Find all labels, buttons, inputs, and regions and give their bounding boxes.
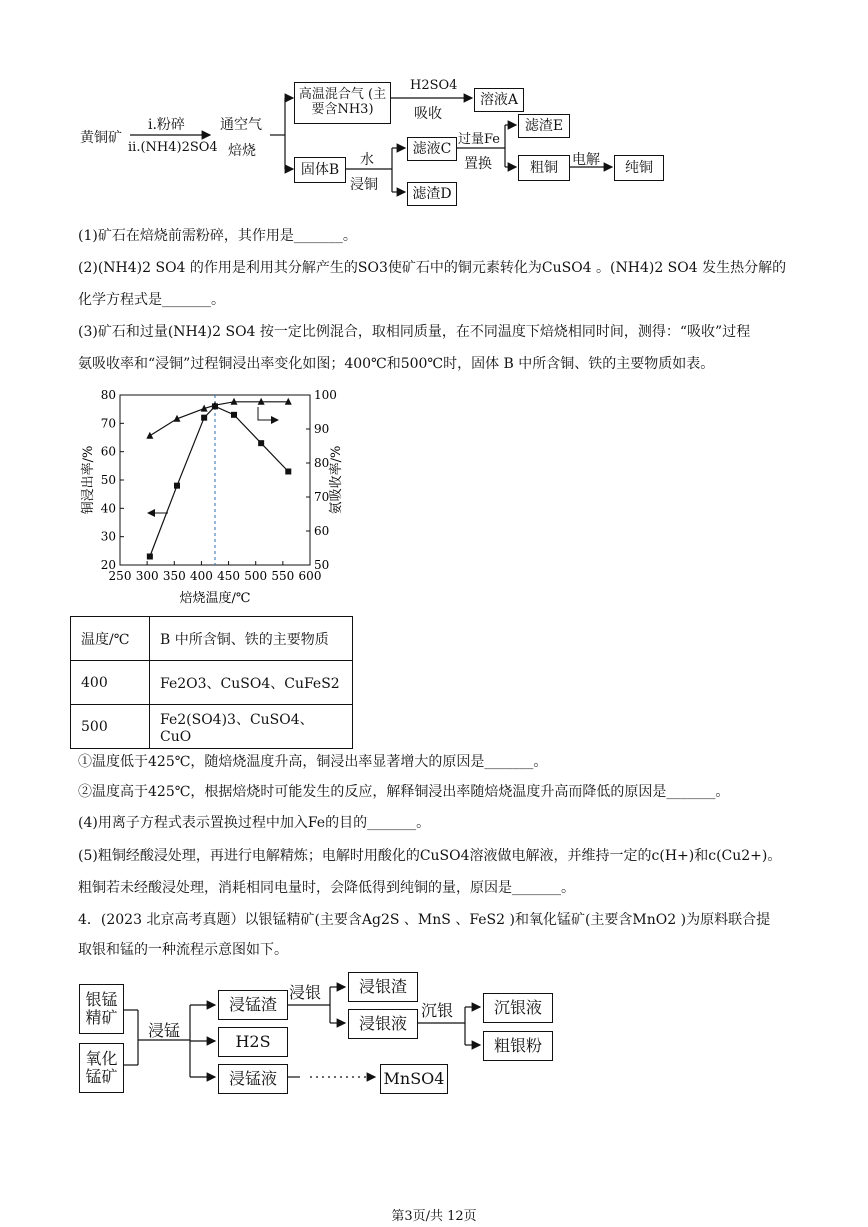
table-row (71, 661, 353, 705)
cu-leach-point (285, 469, 291, 475)
residue-d-box: 滤渣D (407, 182, 457, 206)
x-axis-label: 焙烧温度/℃ (179, 591, 251, 606)
left-y-axis-label: 铜浸出率/% (81, 445, 96, 515)
fe-bottom-label: 置换 (464, 156, 492, 172)
right-y-tick-label: 60 (314, 524, 330, 538)
table-header-row (71, 617, 353, 661)
leach-ag-label: 浸银 (289, 983, 322, 1002)
right-axis-indicator-arrow (258, 407, 278, 420)
question-4: (4)用离子方程式表示置换过程中加入Fe的目的_______。 (78, 815, 431, 831)
mn-solution-box: 浸锰液 (218, 1064, 288, 1094)
question-3-line2: 氨吸收率和“浸铜”过程铜浸出率变化如图；400℃和500℃时，固体 B 中所含铜、铁的主要物质如表。 (78, 356, 715, 372)
mn-residue-box: 浸锰渣 (218, 990, 288, 1020)
x-tick-label: 600 (298, 569, 322, 583)
left-y-tick-label: 70 (100, 416, 116, 431)
air-bottom-label: 焙烧 (228, 143, 256, 159)
left-y-tick-label: 80 (100, 388, 116, 402)
residue-e-box: 滤渣E (518, 114, 570, 138)
question-1: (1)矿石在焙烧前需粉碎，其作用是_______。 (78, 228, 357, 244)
table-header-cell: B 中所含铜、铁的主要物质 (150, 617, 353, 661)
question-3-sub1: ①温度低于425℃，随焙烧温度升高，铜浸出率显著增大的原因是_______。 (78, 754, 548, 770)
cu-leach-point (231, 412, 237, 418)
cu-leach-point (201, 415, 207, 421)
question-5-line1: (5)粗铜经酸浸处理，再进行电解精炼；电解时用酸化的CuSO4溶液做电解液，并维持一定的c(H+)和c(Cu2+)。 (78, 848, 782, 864)
cu-leach-line (150, 406, 288, 556)
table-header-cell: 温度/℃ (71, 617, 150, 661)
page-footer: 第3页/共 12页 (391, 1209, 477, 1224)
gas-mixture-box: 高温混合气 (主要含NH3) (294, 82, 391, 124)
left-y-tick-label: 60 (100, 444, 116, 459)
precip-solution-box: 沉银液 (483, 993, 553, 1023)
ag-solution-box: 浸银液 (348, 1009, 418, 1039)
crude-cu-box: 粗铜 (518, 155, 570, 181)
nh3-absorb-point (146, 432, 153, 439)
cu-leach-point (147, 554, 153, 560)
right-y-tick-label: 100 (314, 388, 337, 402)
cu-leach-point (174, 483, 180, 489)
fe-top-label: 过量Fe (458, 132, 501, 147)
x-tick-label: 350 (162, 569, 186, 583)
mn-oxide-ore-box: 氧化 锰矿 (79, 1043, 124, 1093)
precip-ag-label: 沉银 (421, 1001, 454, 1020)
x-tick-label: 400 (189, 569, 213, 583)
acid-top-label: H2SO4 (410, 78, 458, 93)
question-2-line2: 化学方程式是_______。 (78, 292, 225, 308)
left-y-tick-label: 40 (100, 501, 116, 516)
cu-leach-point (258, 440, 264, 446)
solution-a-box: 溶液A (474, 88, 524, 112)
step1-bottom-label: ii.(NH4)2SO4 (128, 140, 218, 155)
x-tick-label: 300 (135, 569, 159, 583)
filtrate-c-box: 滤液C (407, 137, 457, 161)
question-2-line1: (2)(NH4)2 SO4 的作用是利用其分解产生的SO3使矿石中的铜元素转化为CuSO4 。(NH4)2 SO4 发生热分解的 (78, 260, 787, 276)
table-cell: 500 (71, 705, 150, 749)
problem-4-line1: 4．(2023 北京高考真题）以银锰精矿(主要含Ag2S 、MnS 、FeS2 )和氧化锰矿(主要含MnO2 )为原料联合提 (78, 912, 771, 928)
leach-mn-label: 浸锰 (148, 1021, 181, 1040)
acid-bottom-label: 吸收 (414, 106, 442, 122)
left-y-tick-label: 50 (100, 473, 116, 487)
ag-residue-box: 浸银渣 (348, 972, 418, 1002)
composition-table (70, 616, 353, 749)
crude-ag-box: 粗银粉 (483, 1031, 553, 1061)
table-cell: 400 (71, 661, 150, 705)
left-y-tick-label: 30 (100, 529, 116, 544)
air-top-label: 通空气 (220, 117, 262, 133)
x-tick-label: 550 (271, 569, 295, 583)
pure-cu-box: 纯铜 (614, 155, 664, 181)
leach-cu-label: 浸铜 (350, 177, 378, 193)
table-cell: Fe2(SO4)3、CuSO4、CuO (150, 705, 353, 749)
mnso4-box: MnSO4 (380, 1064, 448, 1094)
x-tick-label: 250 (108, 569, 132, 583)
ag-mn-ore-box: 银锰 精矿 (79, 984, 124, 1034)
x-tick-label: 500 (244, 569, 268, 583)
right-y-axis-label: 氨吸收率/% (329, 445, 344, 515)
problem-4-line2: 取银和锰的一种流程示意图如下。 (78, 942, 288, 958)
ore-label: 黄铜矿 (80, 130, 122, 146)
nh3-absorb-line (150, 402, 288, 436)
question-5-line2: 粗铜若未经酸浸处理，消耗相同电量时，会降低得到纯铜的量，原因是_______。 (78, 880, 575, 896)
temperature-chart (70, 385, 370, 610)
table-cell: Fe2O3、CuSO4、CuFeS2 (150, 661, 353, 705)
x-tick-label: 450 (217, 569, 241, 583)
question-3-line1: (3)矿石和过量(NH4)2 SO4 按一定比例混合，取相同质量，在不同温度下焙烧相同时间，测得：“吸收”过程 (78, 324, 751, 340)
step1-top-label: i.粉碎 (148, 117, 185, 133)
electrolysis-label: 电解 (572, 152, 600, 168)
right-y-tick-label: 90 (314, 422, 330, 436)
solid-b-box: 固体B (294, 157, 346, 183)
left-y-tick-label: 20 (100, 558, 116, 572)
right-y-tick-label: 50 (314, 558, 330, 572)
right-y-tick-label: 70 (314, 490, 330, 504)
right-y-tick-label: 80 (314, 456, 330, 470)
h2s-box: H2S (218, 1027, 288, 1057)
table-row (71, 705, 353, 749)
water-label: 水 (360, 152, 374, 168)
question-3-sub2: ②温度高于425℃，根据焙烧时可能发生的反应，解释铜浸出率随焙烧温度升高而降低的原因是_______。 (78, 784, 730, 800)
